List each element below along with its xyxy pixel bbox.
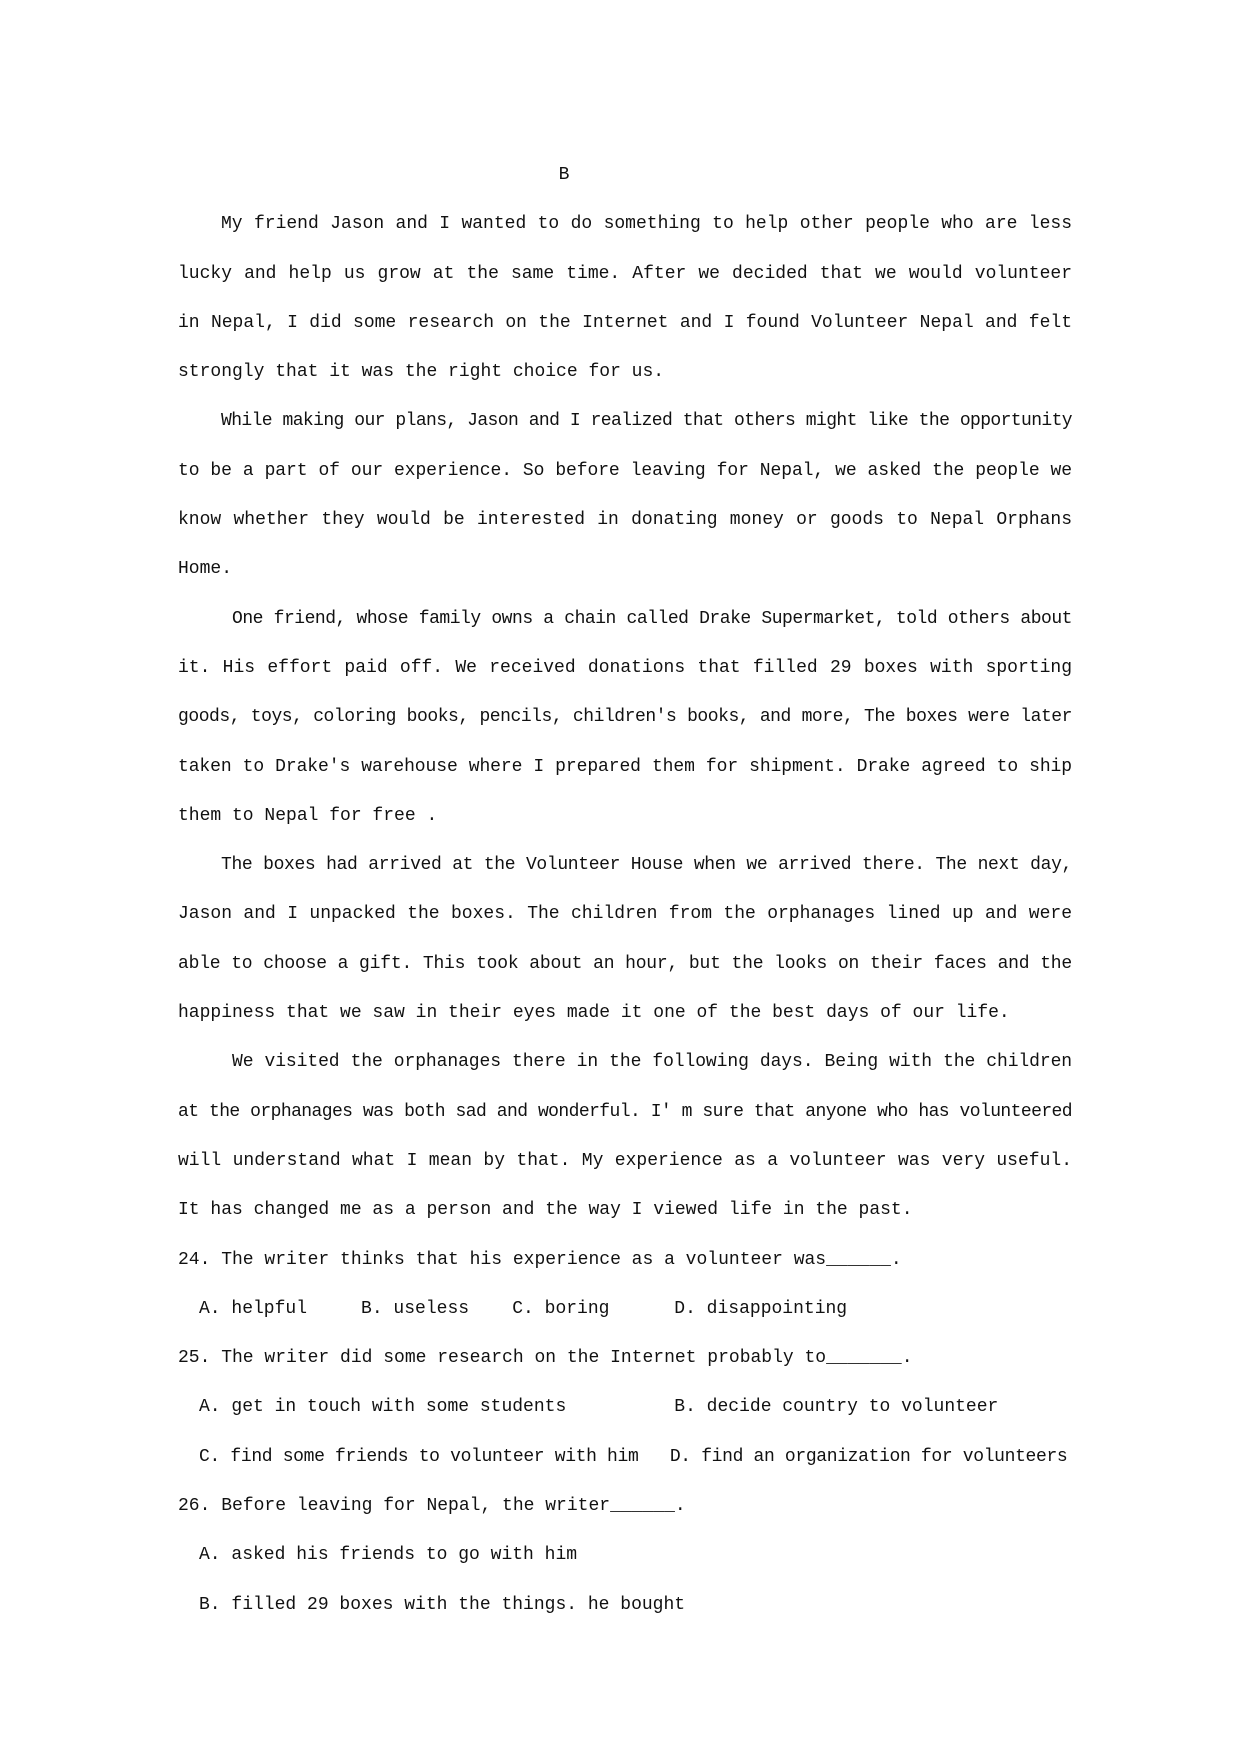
question: [178, 1236, 1072, 1335]
answer-options: B. filled 29 boxes with the things. he bought: [199, 1594, 686, 1615]
question-stem: 26. Before leaving for Nepal, the writer______.: [178, 1496, 686, 1517]
paragraph-line: lucky and help us grow at the same time. After we decided that we would volunteer: [178, 263, 1072, 284]
question-list: [178, 1236, 1072, 1630]
paragraph-line: strongly that it was the right choice for us.: [178, 362, 665, 383]
paragraph-line: One friend, whose family owns a chain called Drake Supermarket, told others about: [232, 608, 1072, 629]
paragraph: [178, 841, 1072, 1038]
paragraph: [178, 1038, 1072, 1235]
section-label: B: [558, 165, 570, 185]
answer-options: A. get in touch with some students B. decide country to volunteer: [199, 1397, 999, 1418]
paragraph-line: it. His effort paid off. We received donations that filled 29 boxes with sporting: [178, 657, 1072, 678]
paragraph-line: Jason and I unpacked the boxes. The children from the orphanages lined up and were: [178, 904, 1072, 925]
paragraph-line: happiness that we saw in their eyes made it one of the best days of our life.: [178, 1003, 1010, 1024]
paragraph-line: taken to Drake's warehouse where I prepared them for shipment. Drake agreed to ship: [178, 756, 1072, 777]
answer-options: A. helpful B. useless C. boring D. disappointing: [199, 1298, 848, 1319]
question: [178, 1334, 1072, 1482]
document-page: [178, 151, 1072, 1630]
paragraph-line: at the orphanages was both sad and wonderful. I' m sure that anyone who has volunteered: [178, 1101, 1072, 1122]
paragraph-line: to be a part of our experience. So before leaving for Nepal, we asked the people we: [178, 460, 1072, 481]
paragraph: [178, 397, 1072, 594]
paragraph-line: will understand what I mean by that. My experience as a volunteer was very useful.: [178, 1150, 1072, 1171]
paragraph-line: in Nepal, I did some research on the Internet and I found Volunteer Nepal and felt: [178, 312, 1072, 333]
paragraph: [178, 595, 1072, 841]
paragraph-line: able to choose a gift. This took about an hour, but the looks on their faces and the: [178, 953, 1072, 974]
question-stem: 24. The writer thinks that his experience as a volunteer was______.: [178, 1249, 902, 1270]
paragraph-line: The boxes had arrived at the Volunteer House when we arrived there. The next day,: [221, 855, 1072, 876]
answer-options: A. asked his friends to go with him: [199, 1545, 578, 1566]
question: [178, 1482, 1072, 1630]
paragraph-line: We visited the orphanages there in the following days. Being with the children: [232, 1052, 1072, 1073]
paragraph-line: While making our plans, Jason and I realized that others might like the opportunity: [221, 411, 1072, 432]
reading-passage: [178, 200, 1072, 1235]
paragraph-line: Home.: [178, 559, 233, 580]
paragraph: [178, 200, 1072, 397]
answer-options: C. find some friends to volunteer with him D. find an organization for volunteers: [199, 1446, 1068, 1467]
paragraph-line: goods, toys, coloring books, pencils, children's books, and more, The boxes were later: [178, 707, 1072, 728]
paragraph-line: know whether they would be interested in donating money or goods to Nepal Orphans: [178, 510, 1072, 531]
paragraph-line: It has changed me as a person and the way I viewed life in the past.: [178, 1200, 913, 1221]
question-stem: 25. The writer did some research on the Internet probably to_______.: [178, 1348, 913, 1369]
paragraph-line: My friend Jason and I wanted to do something to help other people who are less: [221, 214, 1072, 235]
paragraph-line: them to Nepal for free .: [178, 805, 438, 826]
